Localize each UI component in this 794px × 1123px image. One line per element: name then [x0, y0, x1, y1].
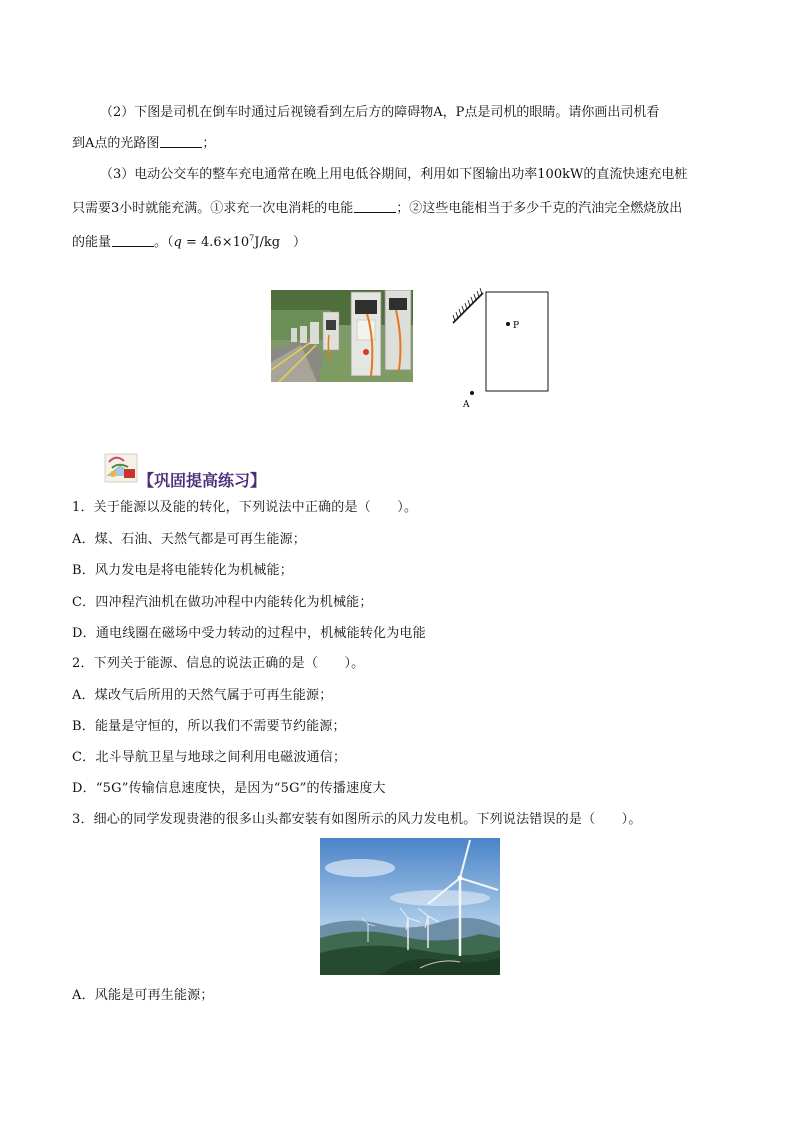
point-p-dot — [506, 322, 510, 326]
charging-station-photo — [271, 290, 413, 382]
section-title: 【巩固提高练习】 — [138, 471, 267, 490]
q3-option-a[interactable]: A．风能是可再生能源； — [72, 988, 214, 1003]
formula-unit: J/kg ） — [254, 235, 307, 250]
q3-line2 — [72, 200, 722, 217]
point-a-label: A — [463, 400, 470, 410]
rear-mirror — [453, 293, 483, 323]
q2-option-c[interactable]: C．北斗导航卫星与地球之间利用电磁波通信； — [72, 750, 347, 765]
mirror-diagram — [450, 287, 555, 415]
q2-option-a[interactable]: A．煤改气后所用的天然气属于可再生能源； — [72, 688, 333, 703]
q1-option-c[interactable]: C．四冲程汽油机在做功冲程中内能转化为机械能； — [72, 595, 373, 610]
q1-option-a[interactable]: A．煤、石油、天然气都是可再生能源； — [72, 532, 306, 547]
q2-option-d[interactable]: D．“5G”传输信息速度快，是因为“5G”的传播速度大 — [72, 781, 386, 796]
wind-turbine-photo — [320, 838, 500, 975]
q3-line1: （3）电动公交车的整车充电通常在晚上用电低谷期间，利用如下图输出功率100kW的直流快速充电桩 — [100, 167, 688, 182]
q1-option-b[interactable]: B．风力发电是将电能转化为机械能； — [72, 563, 293, 578]
point-p-label: P — [513, 321, 520, 331]
q2-line2 — [72, 135, 722, 152]
mirror-hatching — [453, 288, 482, 321]
q1-stem: 1．关于能源以及能的转化，下列说法中正确的是（ ）。 — [72, 500, 418, 515]
formula-eq: = 4.6×10 — [181, 235, 250, 250]
q3-line2-rest: ；②这些电能相当于多少千克的汽油完全燃烧放出 — [396, 201, 683, 216]
q2-line2-text: 到A点的光路图 — [72, 136, 160, 151]
q3-stem: 3．细心的同学发现贵港的很多山头都安装有如图所示的风力发电机。下列说法错误的是（ ）。 — [72, 812, 642, 827]
formula-q: q — [173, 235, 182, 250]
q2-answer-blank[interactable] — [160, 135, 202, 148]
section-logo-icon — [104, 452, 138, 484]
q3-line3-text: 的能量 — [72, 235, 112, 250]
q3-line3 — [72, 234, 722, 251]
q1-option-d[interactable]: D．通电线圈在磁场中受力转动的过程中，机械能转化为电能 — [72, 626, 426, 641]
point-a-dot — [470, 391, 474, 395]
formula-exponent: 7 — [249, 233, 255, 243]
q2-option-b[interactable]: B．能量是守恒的，所以我们不需要节约能源； — [72, 719, 346, 734]
q3-line2-text: 只需要3小时就能充满。①求充一次电消耗的电能 — [72, 201, 354, 216]
q3-mass-blank[interactable] — [112, 234, 154, 247]
q2-line1: （2）下图是司机在倒车时通过后视镜看到左后方的障碍物A，P点是司机的眼睛。请你画出司机看 — [100, 105, 660, 120]
q3-line3-paren: 。（ — [154, 235, 174, 250]
q2-line2-end: ； — [202, 136, 216, 151]
car-body — [486, 292, 548, 391]
q3-energy-blank[interactable] — [354, 200, 396, 213]
q2-stem: 2．下列关于能源、信息的说法正确的是（ ）。 — [72, 656, 365, 671]
